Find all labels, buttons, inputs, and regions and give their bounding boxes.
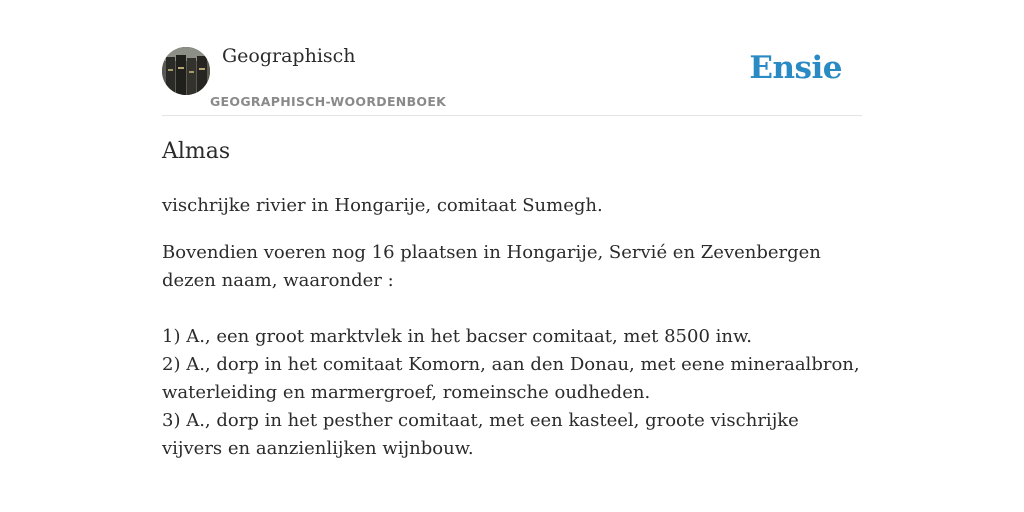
dictionary-title[interactable]: Geographisch <box>222 45 356 67</box>
dictionary-avatar[interactable] <box>162 47 210 95</box>
ensie-logo-link[interactable]: Ensie <box>749 50 842 86</box>
dictionary-subtitle[interactable]: GEOGRAPHISCH-WOORDENBOEK <box>210 94 447 109</box>
entry-term: Almas <box>162 139 231 164</box>
dictionary-header <box>162 0 862 116</box>
entry-details: Bovendien voeren nog 16 plaatsen in Hongarije, Servié en Zevenbergen dezen naam, waaronder : 1) A., een groot marktvlek in het bacser comitaat, met 8500 inw. 2) A., dorp in het comitaat Komorn, aan den Donau, met eene mineraalbron, waterleiding en marmergroef, romeinsche oudheden. 3) A., dorp in het pesther comitaat, met een kasteel, groote vischrijke vijvers en aanzienlijken wijnbouw. <box>162 242 860 459</box>
book-spines-icon <box>162 47 210 95</box>
page <box>162 0 862 512</box>
entry-definition: vischrijke rivier in Hongarije, comitaat Sumegh. <box>162 195 603 216</box>
